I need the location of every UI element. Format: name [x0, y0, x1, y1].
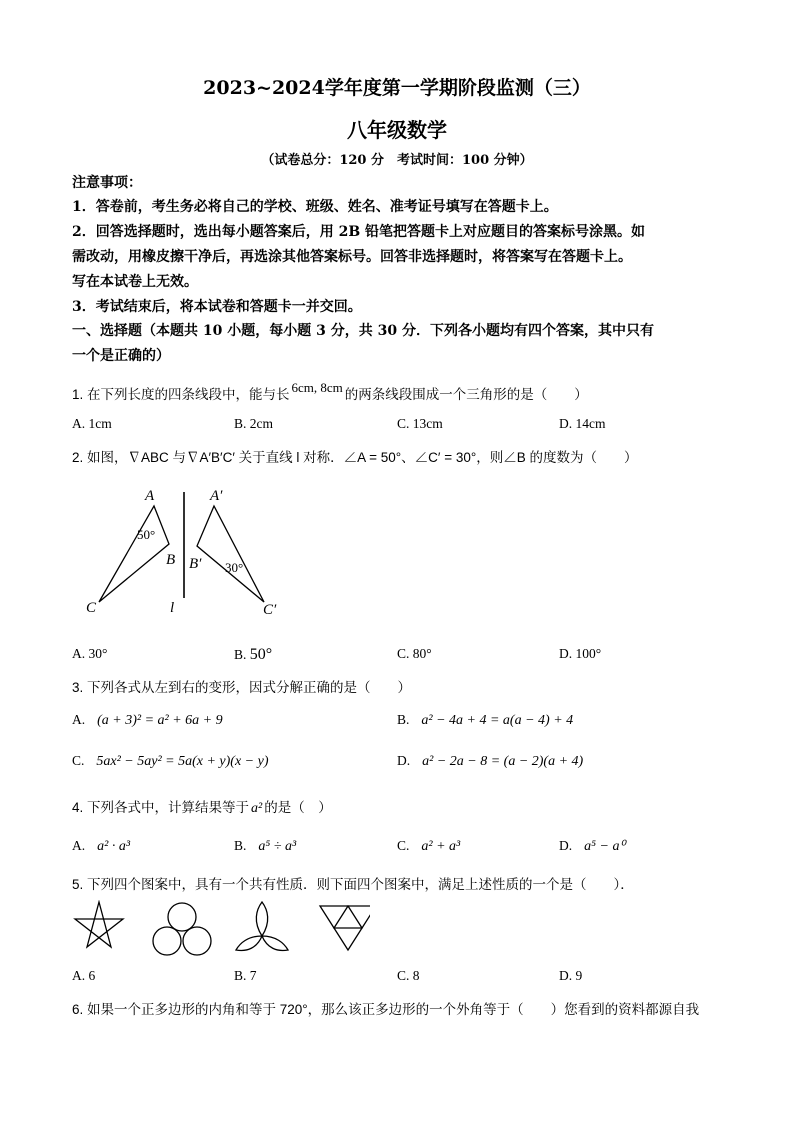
option-expr: a² − 2a − 8 = (a − 2)(a + 4): [422, 754, 584, 769]
option-expr: a² − 4a + 4 = a(a − 4) + 4: [421, 713, 574, 728]
question-5: 5. 下列四个图案中，具有一个共有性质．则下面四个图案中，满足上述性质的一个是（ ）．: [72, 877, 634, 892]
q2-option-b: [234, 646, 272, 664]
notes-item: 2．回答选择题时，选出每小题答案后，用 2B 铅笔把答题卡上对应题目的答案标号涂黑。如: [72, 224, 646, 240]
q3-option-a: [72, 711, 223, 729]
label-angle-c-prime: 30°: [225, 560, 244, 575]
option-expr: 5ax² − 5ay² = 5a(x + y)(x − y): [96, 754, 269, 769]
option-label: C.: [72, 753, 85, 768]
triangle-bottom: [334, 928, 362, 950]
q5-option-d: D. 9: [559, 968, 583, 983]
q2-option-c: C. 80°: [397, 646, 432, 661]
q4-option-c: [397, 837, 460, 855]
q1-option-d: D. 14cm: [559, 416, 606, 431]
label-a-prime: A′: [210, 488, 223, 504]
label-angle-a: 50°: [137, 527, 156, 542]
q4-option-b: [234, 837, 296, 855]
q4-option-d: [559, 837, 625, 855]
q5-option-b: B. 7: [234, 968, 257, 983]
option-expr: a² + a³: [421, 839, 461, 854]
q1-lengths: 6cm, 8cm: [291, 380, 343, 395]
label-b-prime: B′: [189, 556, 202, 572]
section-heading: 一、选择题（本题共 10 小题，每小题 3 分，共 30 分．下列各小题均有四个答案，其中只有: [72, 323, 654, 339]
question-3: 3. 下列各式从左到右的变形，因式分解正确的是（ ）: [72, 680, 412, 695]
question-text: 4. 下列各式中，计算结果等于: [72, 800, 250, 815]
triangle-abc: [99, 506, 169, 602]
question-1: [72, 380, 588, 403]
exam-info: （试卷总分：120 分 考试时间：100 分钟）: [261, 153, 533, 168]
notes-item: 需改动，用橡皮擦干净后，再选涂其他答案标号。回答非选择题时，将答案写在答题卡上。: [72, 249, 632, 265]
label-l: l: [170, 600, 175, 616]
question-text: 的两条线段围成一个三角形的是（ ）: [344, 387, 588, 402]
notes-heading: 注意事项：: [72, 175, 142, 191]
q2-figure: [80, 484, 300, 624]
circle-top: [168, 903, 196, 931]
q5-option-a: A. 6: [72, 968, 96, 983]
option-expr: a⁵ − a⁰: [584, 839, 626, 854]
q1-option-b: B. 2cm: [234, 416, 273, 431]
label-c: C: [86, 600, 97, 616]
q2-option-a: A. 30°: [72, 646, 108, 661]
option-label: B.: [234, 838, 247, 853]
q2-option-d: D. 100°: [559, 646, 602, 661]
leaf-top: [256, 902, 267, 936]
section-heading-cont: 一个是正确的）: [72, 348, 170, 364]
label-c-prime: C′: [263, 602, 277, 618]
label-b: B: [166, 552, 176, 568]
option-label: A.: [72, 712, 86, 727]
q2-option-b-value: 50°: [249, 646, 273, 663]
q3-option-b: [397, 711, 573, 729]
question-2: 2. 如图，∇ABC 与∇A′B′C′ 关于直线 l 对称．∠A = 50°、∠C′ = 30°，则∠B 的度数为（ ）: [72, 450, 638, 465]
q5-figures: [70, 900, 370, 960]
option-expr: a⁵ ÷ a³: [258, 839, 297, 854]
option-label: B.: [397, 712, 410, 727]
option-expr: a² · a³: [97, 839, 131, 854]
circle-right: [183, 927, 211, 955]
exam-title: 2023~2024学年度第一学期阶段监测（三）: [203, 77, 591, 99]
option-label: D.: [397, 753, 411, 768]
option-label: A.: [72, 838, 86, 853]
option-expr: (a + 3)² = a² + 6a + 9: [97, 713, 223, 728]
question-text: 的是（ ）: [264, 800, 332, 815]
triangle-right: [348, 906, 370, 928]
question-6: 6. 如果一个正多边形的内角和等于 720°，那么该正多边形的一个外角等于（ ）您看到的资料都源自我: [72, 1002, 700, 1017]
q4-target: a²: [251, 801, 263, 816]
triangle-a2b2c2: [197, 506, 264, 602]
option-label: D.: [559, 838, 573, 853]
label-a: A: [145, 488, 155, 504]
option-label: C.: [397, 838, 410, 853]
notes-item: 3．考试结束后，将本试卷和答题卡一并交回。: [72, 299, 362, 315]
option-label: B.: [234, 647, 250, 662]
star-figure: [75, 902, 123, 947]
leaf-right: [262, 936, 288, 950]
leaf-left: [236, 936, 262, 950]
notes-item: 1．答卷前，考生务必将自己的学校、班级、姓名、准考证号填写在答题卡上。: [72, 199, 558, 215]
q4-option-a: [72, 837, 130, 855]
notes-item: 写在本试卷上无效。: [72, 274, 198, 290]
q1-option-a: A. 1cm: [72, 416, 112, 431]
question-text: 1. 在下列长度的四条线段中，能与长: [72, 387, 290, 402]
question-4: [72, 796, 332, 817]
q5-option-c: C. 8: [397, 968, 420, 983]
q3-option-c: [72, 752, 269, 770]
exam-subject: 八年级数学: [347, 118, 447, 142]
q1-option-c: C. 13cm: [397, 416, 443, 431]
circle-left: [153, 927, 181, 955]
triangle-left: [320, 906, 348, 928]
q3-option-d: [397, 752, 583, 770]
